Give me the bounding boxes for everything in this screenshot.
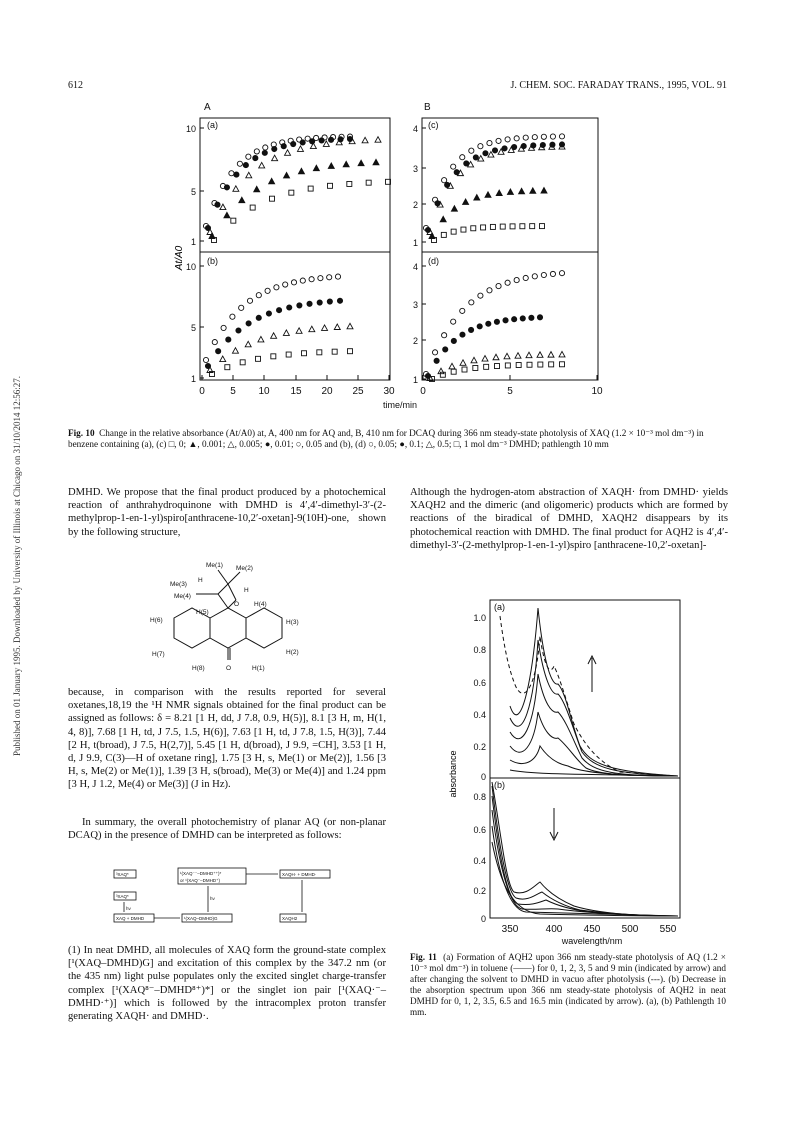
scheme-3xaq: ³XAQ* — [116, 872, 129, 877]
fig10-c-open-circle — [550, 134, 555, 139]
xtick-5: 5 — [230, 386, 236, 397]
fig10-b-open-triangle — [309, 326, 315, 332]
fig10-d-open-circle — [550, 271, 555, 276]
fig10-c-filled-triangle — [463, 199, 469, 205]
xtick-0: 0 — [199, 386, 205, 397]
fig10-b-square — [225, 365, 230, 370]
fig10-b-open-circle — [335, 274, 340, 279]
fig10-b-filled-circle — [256, 315, 261, 320]
fig10-a-open-triangle — [362, 137, 368, 143]
scheme-hv-2: hν — [210, 896, 215, 901]
fig10-b-open-triangle — [271, 333, 277, 339]
fig10-a-filled-circle — [291, 141, 296, 146]
fig10-a-open-triangle — [246, 172, 252, 178]
ytick-c-2: 2 — [412, 200, 418, 210]
reaction-scheme — [112, 866, 352, 932]
fig10-d-square — [505, 363, 510, 368]
left-para-1: DMHD. We propose that the final product produced by a photochemical reaction of anthrahydroquinone with DMHD is 4′,4′-dimethyl-3′-(2-methylprop-1-en-1-yl)spiro[anthracene-10,2′-oxetan]-9(10H)-one, shown by the following structure, — [68, 487, 386, 538]
fig10-c-filled-triangle — [519, 188, 525, 194]
xtick-10: 10 — [258, 386, 270, 397]
panel-b-label: (b) — [207, 256, 218, 266]
fig10-d-filled-circle — [460, 332, 465, 337]
fig10-c-square — [461, 227, 466, 232]
ytick-d-2: 2 — [412, 336, 418, 346]
fig10-c-filled-triangle — [451, 206, 457, 212]
fig10-a-filled-circle — [262, 150, 267, 155]
figure-10 — [160, 98, 620, 422]
fig10-c-filled-triangle — [440, 216, 446, 222]
fig10-d-open-triangle — [449, 363, 455, 369]
label-h3: H(3) — [286, 619, 299, 626]
fig10-b-open-circle — [291, 280, 296, 285]
fig10-a-square — [366, 180, 371, 185]
fig10-b-square — [240, 360, 245, 365]
xtick-r-0: 0 — [420, 386, 426, 397]
fig10-a-filled-triangle — [358, 160, 364, 166]
fig10-d-open-triangle — [537, 352, 543, 358]
fig10-b-filled-circle — [337, 298, 342, 303]
fig10-a-open-circle — [254, 149, 259, 154]
fig10-c-filled-triangle — [485, 192, 491, 198]
fig10-b-square — [286, 352, 291, 357]
fig10-b-square — [302, 351, 307, 356]
fig10-d-open-circle — [487, 288, 492, 293]
ytick-b-1: 1 — [190, 374, 196, 384]
xtick-15: 15 — [290, 386, 302, 397]
label-o-carbonyl: O — [226, 665, 232, 672]
fig11-xtick-500: 500 — [621, 924, 639, 935]
fig10-c-open-circle — [469, 148, 474, 153]
fig10-d-open-triangle — [504, 353, 510, 359]
fig10-b-filled-circle — [266, 311, 271, 316]
fig10-d-open-circle — [523, 275, 528, 280]
fig10-c-filled-triangle — [496, 190, 502, 196]
fig10-d-square — [462, 367, 467, 372]
fig10-a-square — [328, 183, 333, 188]
fig10-a-filled-triangle — [328, 163, 334, 169]
fig10-b-open-circle — [203, 357, 208, 362]
fig10-b-open-circle — [300, 278, 305, 283]
fig10-c-square — [441, 232, 446, 237]
fig10-a-filled-triangle — [343, 161, 349, 167]
fig10-a-filled-circle — [253, 155, 258, 160]
fig10-d-square — [451, 369, 456, 374]
fig10-d-filled-circle — [494, 319, 499, 324]
fig10-d-square — [560, 362, 565, 367]
fig10-b-filled-circle — [216, 349, 221, 354]
label-h2: H(2) — [286, 649, 299, 656]
fig11-ytick-a-0.2: 0.2 — [473, 742, 486, 752]
fig10-a-square — [231, 218, 236, 223]
fig10-d-open-circle — [432, 350, 437, 355]
fig10-b-filled-circle — [226, 337, 231, 342]
fig11-xtick-450: 450 — [583, 924, 601, 935]
right-para-1: Although the hydrogen-atom abstraction of XAQH· from DMHD· yields XAQH2 and the dimeric (and oligomeric) products which are formed by reactions of the biradical of DMHD, XAQH2 disappears by its photochemical reaction with DMHD. The final product for AQH2 is 4′,4′-dimethyl-3′-(2-methylprop-1-en-1-yl)spiro [anthracene-10,2′-oxetan]- — [410, 487, 728, 551]
fig10-a-filled-circle — [215, 202, 220, 207]
fig10-b-square — [271, 354, 276, 359]
fig10-d-open-triangle — [493, 354, 499, 360]
fig10-d-square — [495, 364, 500, 369]
panel-a-label: (a) — [207, 120, 218, 130]
journal-header: J. CHEM. SOC. FARADAY TRANS., 1995, VOL. 91 — [510, 80, 727, 91]
fig10-c-filled-circle — [473, 155, 478, 160]
fig10-caption-text: Change in the relative absorbance (At/A0) at, A, 400 nm for AQ and, B, 410 nm for DCAQ during 366 nm steady-state photolysis of XAQ (1.2 × 10⁻³ mol dm⁻³) in benzene containing (a), (c) □, 0; ▲, 0.001; △, 0.005; ●, 0.01; ○, 0.05 and (b), (d) ○, 0.05; ●, 0.1; △, 0.5; □, 1 mol dm⁻³ DMHD; pathlength 10 mm — [68, 428, 704, 449]
fig10-d-square — [473, 365, 478, 370]
scheme-xaq-dmhd: XAQ + DMHD — [116, 916, 145, 921]
fig11-ytick-b-0.2: 0.2 — [473, 886, 486, 896]
left-para-2: because, in comparison with the results reported for several oxetanes,18,19 the ¹H NMR signals obtained for the final product can be assigned as follows: δ = 8.21 [1 H, dd, J 7.8, 0.9, H(5)], 8.1 [3 H, m, H(1, 4, 8)], 7.68 [1 H, td, J 7.5, 1.5, H(6)], 7.63 [1 H, td, J 7.8, 1.5, H(3)], 7.44 [2 H, t(broad), J 7.5, H(2,7)], 5.45 [1 H, d(broad), J 9.9, =CH], 3.53 [1 H, d, J 9.9, C(3)—H of oxetane ring], 1.75 [3 H, s, Me(1) or Me(2)], 1.56 [3 H, s, Me(2) or Me(1)], 1.39 [3 H, s(broad), Me(3) or Me(4)] and 1.24 ppm [3 H, J 1.2, Me(4) or Me(3)] (J in Hz). — [68, 687, 386, 791]
label-h5: H(5) — [196, 609, 209, 616]
fig10-col-a: A — [204, 102, 211, 113]
page-number: 612 — [68, 80, 83, 91]
fig11-ytick-a-0.6: 0.6 — [473, 678, 486, 688]
fig10-d-open-circle — [514, 277, 519, 282]
scheme-ion-pair: or ¹(XAQ⁻–DMHD⁺) — [180, 878, 221, 883]
fig11-xtick-400: 400 — [545, 924, 563, 935]
fig10-c-open-circle — [496, 138, 501, 143]
fig10-a-square — [289, 190, 294, 195]
fig10-d-filled-circle — [512, 317, 517, 322]
fig10-b-filled-circle — [307, 301, 312, 306]
panel-d-label: (d) — [428, 256, 439, 266]
fig10-d-filled-circle — [503, 318, 508, 323]
fig10-d-open-triangle — [515, 353, 521, 359]
fig10-c-square — [481, 225, 486, 230]
fig10-a-filled-triangle — [254, 186, 260, 192]
fig10-a-square — [347, 181, 352, 186]
fig10-a-open-circle — [237, 161, 242, 166]
fig10-a-square — [250, 205, 255, 210]
fig10-b-open-triangle — [334, 324, 340, 330]
left-para-4: (1) In neat DMHD, all molecules of XAQ form the ground-state complex [¹(XAQ–DMHD)G] and excitation of this complex by the 347.2 nm (or the 435 nm) light pulse populates only the excited singlet charge-transfer complex [¹(XAQ⁸⁻–DMHD⁸⁺)*] or the singlet ion pair [¹(XAQ·⁻–DMHD·⁺)] which is followed by the intracomplex proton transfer generating XAQH· and DMHD·. — [68, 945, 386, 1023]
fig11-ytick-b-0.8: 0.8 — [473, 792, 486, 802]
fig10-b-filled-circle — [246, 321, 251, 326]
fig10-a-filled-circle — [234, 172, 239, 177]
fig10-b-open-triangle — [283, 330, 289, 336]
fig10-markers — [203, 134, 565, 382]
scheme-radicals: XAQH· + DMHD· — [282, 872, 317, 877]
fig10-c-filled-triangle — [541, 188, 547, 194]
fig11-spectra-b — [492, 782, 678, 916]
fig10-d-open-triangle — [438, 368, 444, 374]
xtick-20: 20 — [321, 386, 333, 397]
fig10-c-open-circle — [514, 136, 519, 141]
fig10-c-filled-circle — [502, 146, 507, 151]
label-h4: H(4) — [254, 601, 267, 608]
fig10-a-open-triangle — [297, 146, 303, 152]
fig10-d-filled-circle — [477, 324, 482, 329]
fig10-d-open-circle — [451, 319, 456, 324]
ytick-a-5: 5 — [190, 187, 196, 197]
fig11-x-label: wavelength/nm — [561, 936, 623, 946]
fig11-ytick-b-0: 0 — [480, 914, 486, 924]
fig10-b-open-triangle — [296, 328, 302, 334]
fig10-a-filled-circle — [319, 138, 324, 143]
fig10-d-open-triangle — [548, 352, 554, 358]
fig10-b-open-circle — [274, 285, 279, 290]
xtick-30: 30 — [383, 386, 395, 397]
scheme-ground-complex: ¹(XAQ–DMHD)G — [184, 916, 218, 921]
fig10-a-square — [308, 186, 313, 191]
fig11-panel-b-label: (b) — [494, 780, 505, 790]
fig10-d-square — [549, 362, 554, 367]
fig11-ytick-a-1.0: 1.0 — [473, 613, 486, 623]
fig10-d-open-triangle — [471, 357, 477, 363]
label-h8: H(8) — [192, 665, 205, 672]
fig10-d-open-triangle — [482, 356, 488, 362]
fig11-xtick-350: 350 — [501, 924, 519, 935]
fig10-b-filled-circle — [276, 308, 281, 313]
fig10-b-open-circle — [309, 277, 314, 282]
fig10-c-filled-triangle — [507, 189, 513, 195]
side-download-note: Published on 01 January 1995. Downloaded by University of Illinois at Chicago on 31/10/2014 12:56:27. — [12, 376, 22, 756]
fig10-c-filled-triangle — [474, 195, 480, 201]
ytick-c-3: 3 — [412, 164, 418, 174]
fig10-c-square — [530, 224, 535, 229]
fig10-c-open-circle — [559, 134, 564, 139]
fig10-a-open-circle — [263, 145, 268, 150]
fig10-c-open-circle — [523, 135, 528, 140]
ytick-d-3: 3 — [412, 300, 418, 310]
fig10-a-filled-triangle — [313, 165, 319, 171]
fig10-d-open-triangle — [526, 352, 532, 358]
fig11-xtick-550: 550 — [659, 924, 677, 935]
ytick-d-4: 4 — [412, 262, 418, 272]
fig10-c-square — [471, 226, 476, 231]
oxetane-structure — [148, 556, 308, 676]
fig10-col-b: B — [424, 102, 431, 113]
fig10-d-open-circle — [496, 283, 501, 288]
label-h1: H(1) — [252, 665, 265, 672]
fig10-b-filled-circle — [297, 303, 302, 308]
fig11-ytick-a-0.8: 0.8 — [473, 645, 486, 655]
fig10-d-open-circle — [478, 293, 483, 298]
fig10-c-open-circle — [478, 144, 483, 149]
fig10-c-open-circle — [487, 140, 492, 145]
left-para-3: In summary, the overall photochemistry of planar AQ (or non-planar DCAQ) in the presence of DMHD can be interpreted as follows: — [68, 817, 386, 842]
fig10-c-open-circle — [451, 164, 456, 169]
figure-11 — [440, 596, 690, 946]
fig10-a-open-circle — [246, 154, 251, 159]
fig10-d-filled-circle — [537, 315, 542, 320]
ytick-a-1: 1 — [190, 237, 196, 247]
fig10-b-open-circle — [265, 288, 270, 293]
fig11-ytick-a-0.4: 0.4 — [473, 710, 486, 720]
fig10-d-square — [440, 372, 445, 377]
label-me3: Me(3) — [170, 581, 187, 588]
fig10-c-square — [500, 224, 505, 229]
fig10-a-filled-triangle — [269, 178, 275, 184]
fig10-a-filled-circle — [300, 140, 305, 145]
fig10-d-filled-circle — [486, 321, 491, 326]
fig10-b-open-circle — [256, 293, 261, 298]
fig10-d-open-triangle — [559, 351, 565, 357]
fig10-b-open-circle — [283, 282, 288, 287]
fig10-c-square — [540, 224, 545, 229]
fig10-b-square — [317, 350, 322, 355]
fig10-a-filled-triangle — [284, 172, 290, 178]
fig10-a-open-triangle — [285, 150, 291, 156]
xtick-r-10: 10 — [591, 386, 603, 397]
fig10-c-filled-circle — [483, 151, 488, 156]
fig10-c-open-circle — [442, 178, 447, 183]
fig10-c-open-circle — [532, 135, 537, 140]
fig11-ytick-b-0.4: 0.4 — [473, 856, 486, 866]
ytick-a-10: 10 — [185, 124, 196, 134]
fig10-d-open-circle — [460, 308, 465, 313]
fig10-c-square — [510, 224, 515, 229]
fig10-a-filled-triangle — [298, 168, 304, 174]
fig10-caption-label: Fig. 10 — [68, 428, 95, 438]
fig10-c-open-circle — [460, 155, 465, 160]
xtick-r-5: 5 — [507, 386, 513, 397]
fig10-caption — [68, 428, 728, 450]
fig11-panel-a-label: (a) — [494, 602, 505, 612]
fig10-a-filled-circle — [328, 137, 333, 142]
scheme-ct-complex: ¹(XAQ⁻⁻–DMHD⁺⁺)* — [180, 871, 222, 876]
fig10-b-open-circle — [318, 276, 323, 281]
fig10-d-filled-circle — [468, 327, 473, 332]
fig11-panel-b-frame — [490, 778, 680, 918]
fig10-c-open-circle — [505, 137, 510, 142]
fig10-b-filled-circle — [287, 305, 292, 310]
fig10-b-open-triangle — [245, 341, 251, 347]
fig11-caption — [410, 952, 726, 1018]
fig10-a-open-triangle — [220, 204, 226, 210]
fig10-d-filled-circle — [520, 316, 525, 321]
fig10-a-open-triangle — [272, 155, 278, 161]
fig10-a-filled-circle — [281, 144, 286, 149]
fig10-a-filled-circle — [243, 163, 248, 168]
fig10-d-open-circle — [505, 280, 510, 285]
ytick-c-1: 1 — [412, 238, 418, 248]
fig10-d-open-circle — [442, 333, 447, 338]
fig10-b-open-circle — [239, 305, 244, 310]
panel-c-label: (c) — [428, 120, 439, 130]
fig10-d-open-circle — [532, 274, 537, 279]
label-h7: H(7) — [152, 651, 165, 658]
label-me1: Me(1) — [206, 562, 223, 569]
ytick-b-10: 10 — [185, 262, 196, 272]
fig11-panel-a-frame — [490, 600, 680, 778]
fig10-d-filled-circle — [529, 315, 534, 320]
scheme-3xaq-2: ³XAQ* — [116, 894, 129, 899]
fig10-y-label: At/A0 — [174, 245, 185, 271]
fig10-b-open-triangle — [220, 356, 226, 362]
fig10-a-filled-circle — [272, 146, 277, 151]
fig10-b-square — [348, 349, 353, 354]
ytick-d-1: 1 — [412, 375, 418, 385]
label-h-a: H — [198, 577, 203, 584]
fig10-a-open-circle — [229, 171, 234, 176]
panel-d-frame — [422, 252, 598, 380]
fig10-d-open-circle — [469, 300, 474, 305]
fig10-d-filled-circle — [443, 347, 448, 352]
fig10-b-open-circle — [327, 275, 332, 280]
fig11-caption-text: (a) Formation of AQH2 upon 366 nm steady-state photolysis of AQ (1.2 × 10⁻³ mol dm⁻³) in toluene (——) for 0, 1, 2, 3, 5 and 9 min (indicated by arrow) and after changing the solvent to DMHD in vacuo after photolysis (---). (b) Decrease in the absorption spectrum upon 366 nm steady-state photolysis of AQH2 in neat DMHD for 0, 1, 2, 3.5, 6.5 and 16.5 min (indicated by arrow). (a), (b) Pathlength 10 mm. — [410, 952, 726, 1017]
fig10-a-open-triangle — [233, 186, 239, 192]
fig10-b-open-triangle — [258, 336, 264, 342]
fig10-d-open-circle — [541, 272, 546, 277]
label-me4: Me(4) — [174, 593, 191, 600]
fig10-b-open-circle — [230, 314, 235, 319]
fig10-b-square — [256, 356, 261, 361]
fig10-c-filled-circle — [492, 148, 497, 153]
fig10-b-open-triangle — [347, 323, 353, 329]
fig10-d-square — [484, 364, 489, 369]
fig10-c-square — [520, 224, 525, 229]
fig10-b-open-circle — [212, 340, 217, 345]
fig10-c-open-circle — [541, 134, 546, 139]
xtick-25: 25 — [352, 386, 364, 397]
fig10-b-open-circle — [221, 325, 226, 330]
ytick-c-4: 4 — [412, 124, 418, 134]
fig10-b-filled-circle — [317, 300, 322, 305]
scheme-hv-1: hν — [126, 906, 131, 911]
ytick-b-5: 5 — [190, 323, 196, 333]
fig11-ytick-b-0.6: 0.6 — [473, 825, 486, 835]
fig10-b-filled-circle — [327, 299, 332, 304]
fig10-c-filled-triangle — [530, 188, 536, 194]
fig10-d-open-circle — [559, 271, 564, 276]
fig11-spectra-a — [500, 608, 678, 776]
fig10-b-square — [332, 349, 337, 354]
fig10-d-filled-circle — [451, 338, 456, 343]
fig10-d-filled-circle — [434, 358, 439, 363]
fig11-ytick-a-0: 0 — [480, 772, 486, 782]
label-h-b: H — [244, 587, 249, 594]
fig11-y-label: absorbance — [448, 750, 458, 798]
fig10-d-square — [527, 362, 532, 367]
fig10-d-open-triangle — [460, 360, 466, 366]
fig10-b-filled-circle — [236, 328, 241, 333]
fig10-a-square — [270, 196, 275, 201]
fig10-a-filled-circle — [224, 185, 229, 190]
label-h6: H(6) — [150, 617, 163, 624]
fig10-a-open-triangle — [259, 162, 265, 168]
fig10-a-filled-triangle — [373, 159, 379, 165]
fig10-c-square — [490, 224, 495, 229]
fig10-b-open-circle — [247, 298, 252, 303]
fig10-d-square — [516, 363, 521, 368]
fig10-a-filled-triangle — [224, 212, 230, 218]
label-o-oxetane: O — [234, 601, 240, 608]
fig10-d-square — [538, 362, 543, 367]
panel-b-frame — [200, 252, 390, 380]
label-me2: Me(2) — [236, 565, 253, 572]
fig11-caption-label: Fig. 11 — [410, 952, 437, 962]
scheme-xaqh2: XAQH2 — [282, 916, 298, 921]
fig10-b-open-triangle — [322, 325, 328, 331]
fig10-x-label: time/min — [382, 400, 418, 410]
fig10-b-open-triangle — [232, 348, 238, 354]
fig10-a-open-triangle — [375, 137, 381, 143]
fig10-c-square — [451, 229, 456, 234]
fig10-a-filled-triangle — [239, 197, 245, 203]
